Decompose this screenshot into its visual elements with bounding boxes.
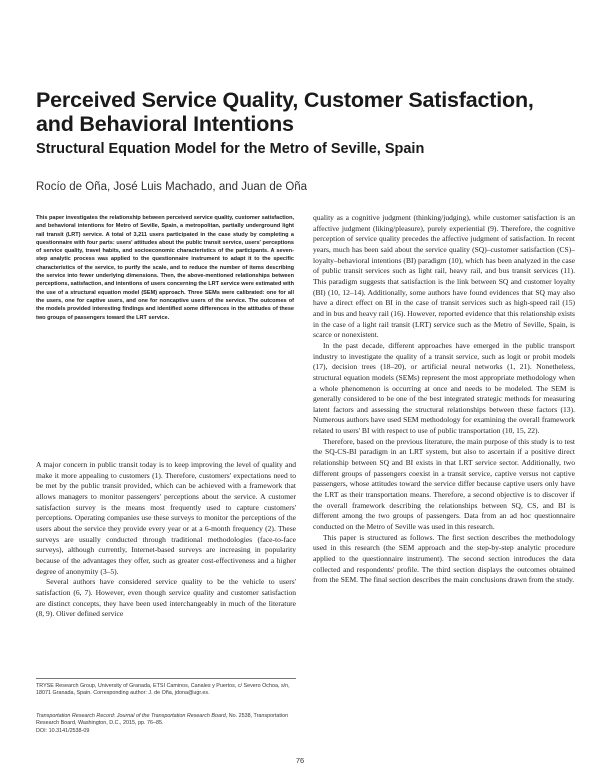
- body-column-right: [313, 213, 575, 586]
- journal-title: Transportation Research Record: Journal of the Transportation Research Board,: [36, 713, 228, 719]
- paper-subtitle: Structural Equation Model for the Metro of Seville, Spain: [36, 141, 425, 157]
- footnote-divider: [36, 678, 296, 679]
- page-number: 76: [295, 756, 305, 765]
- body-paragraph: This paper is structured as follows. The first section describes the methodology used in this research (the SEM approach and the step-by-step analytic procedure applied to the questionnaire instrument). The second section introduces the data collected and respondents' profile. The third section displays the outcomes obtained from the SEM. The final section describes the main conclusions drawn from the study.: [313, 532, 575, 585]
- author-list: Rocío de Oña, José Luis Machado, and Juan de Oña: [36, 181, 308, 193]
- body-paragraph: In the past decade, different approaches have emerged in the public transport industry to investigate the quality of a transit service, such as logit or probit models (17), decision trees (18–20), or artificial neural networks (1, 21). Nonetheless, structural equation models (SEMs) represent the most appropriate methodology when a whole phenomenon is occurring at once and needs to be modeled. The SEM is generally considered to be one of the best integrated strategic methods for measuring latent factors and assessing the structural relationships between these factors (13). Numerous authors have used SEM methodology for examining the overall framework related to users' BI with respect to use of public transportation (10, 15, 22).: [313, 340, 575, 436]
- doi: DOI: 10.3141/2538-09: [36, 727, 90, 734]
- affiliation-footnote: TRYSE Research Group, University of Granada, ETSI Caminos, Canales y Puertos, c/ Severo Ochoa, s/n, 18071 Granada, Spain. Corresponding author: J. de Oña, jdona@ugr.es.: [36, 683, 290, 697]
- journal-details: No. 2538, Transportation Research Board, Washington, D.C., 2015, pp. 76–85.: [36, 713, 289, 727]
- body-paragraph: A major concern in public transit today is to keep improving the level of quality and make it more appealing to customers (1). Therefore, customers' expectations need to be met by the public transit provided, which can be achieved with a framework that allows managers to monitor passengers' perceptions about the service. A customer satisfaction survey is the means most frequently used to capture customers' perceptions. Operating companies use these surveys to monitor the perceptions of the users about the service they provide every year or at a 6-month frequency (2). These surveys are usually conducted through traditional methodologies (face-to-face surveys), although currently, Internet-based surveys are increasing in popularity because of the advantages they offer, such as greater cost-effectiveness and a higher degree of anonymity (3–5).: [36, 460, 296, 576]
- paper-title: Perceived Service Quality, Customer Satisfaction, and Behavioral Intentions: [36, 88, 534, 136]
- body-paragraph: Several authors have considered service quality to be the vehicle to users' satisfaction (6, 7). However, even though service quality and customer satisfaction are distinct concepts, they have been used interchangeably in much of the literature (8, 9). Oliver defined service: [36, 577, 296, 619]
- body-paragraph: quality as a cognitive judgment (thinking/judging), while customer satisfaction is an affective judgment (liking/pleasure), purely experiential (9). Therefore, the cognitive perception of service quality precedes the affective judgment of satisfaction. In recent years, much has been said about the service quality (SQ)–customer satisfaction (CS)–loyalty–behavioral intentions (BI) paradigm (10), which has been analyzed in the case of public transit services such as light rail, heavy rail, and bus transit services (11). This paradigm suggests that satisfaction is the link between SQ and customer loyalty (BI) (10, 12–14). Additionally, some authors have found evidences that SQ may also have a direct effect on BI in the case of transit services such as high-speed rail (15) and in bus and heavy rail (16). However, reported evidence that this relationship exists in the case of a light rail transit (LRT) service such as the Metro of Seville, Spain, is scarce or nonexistent.: [313, 213, 575, 340]
- body-paragraph: Therefore, based on the previous literature, the main purpose of this study is to test the SQ-CS-BI paradigm in an LRT system, but also to ascertain if a positive direct relationship between SQ and BI exists in that LRT service sector. Additionally, two different groups of passengers coexist in a transit service, captive versus not captive passengers, whose attitudes toward the service differ because captive users only have the LRT as their transportation means. Therefore, a second objective is to discover if the overall framework describing the relationships between SQ, CS, and BI is different among the two groups of passengers. Data from an ad hoc questionnaire conducted on the Metro of Seville was used in this research.: [313, 436, 575, 532]
- abstract: This paper investigates the relationship between perceived service quality, customer satisfaction, and behavioral intentions for Metro of Seville, Spain, a metropolitan, partially underground light rail transit (LRT) service. A total of 3,211 users participated in the case study by completing a questionnaire with four parts: users' attitudes about the public transit service, users' perceptions of service quality, travel habits, and socioeconomic characteristics of the participants. A seven-step analytic process was applied to the questionnaire instrument to adapt it to the specific characteristics of the service, to purify the scale, and to reduce the number of items describing the service into fewer underlying dimensions. Then, the above-mentioned relationships between perceptions, satisfaction, and intentions of users concerning the LRT service were estimated with the use of a structural equation model (SEM) approach. Three SEMs were calibrated: one for all the users, one for captive users, and one for noncaptive users of the service. The outcomes of the models provided interesting findings and identified some differences in the attitudes of these two groups of passengers toward the LRT service.: [36, 215, 294, 321]
- body-column-left: [36, 460, 296, 620]
- journal-citation: [36, 713, 296, 735]
